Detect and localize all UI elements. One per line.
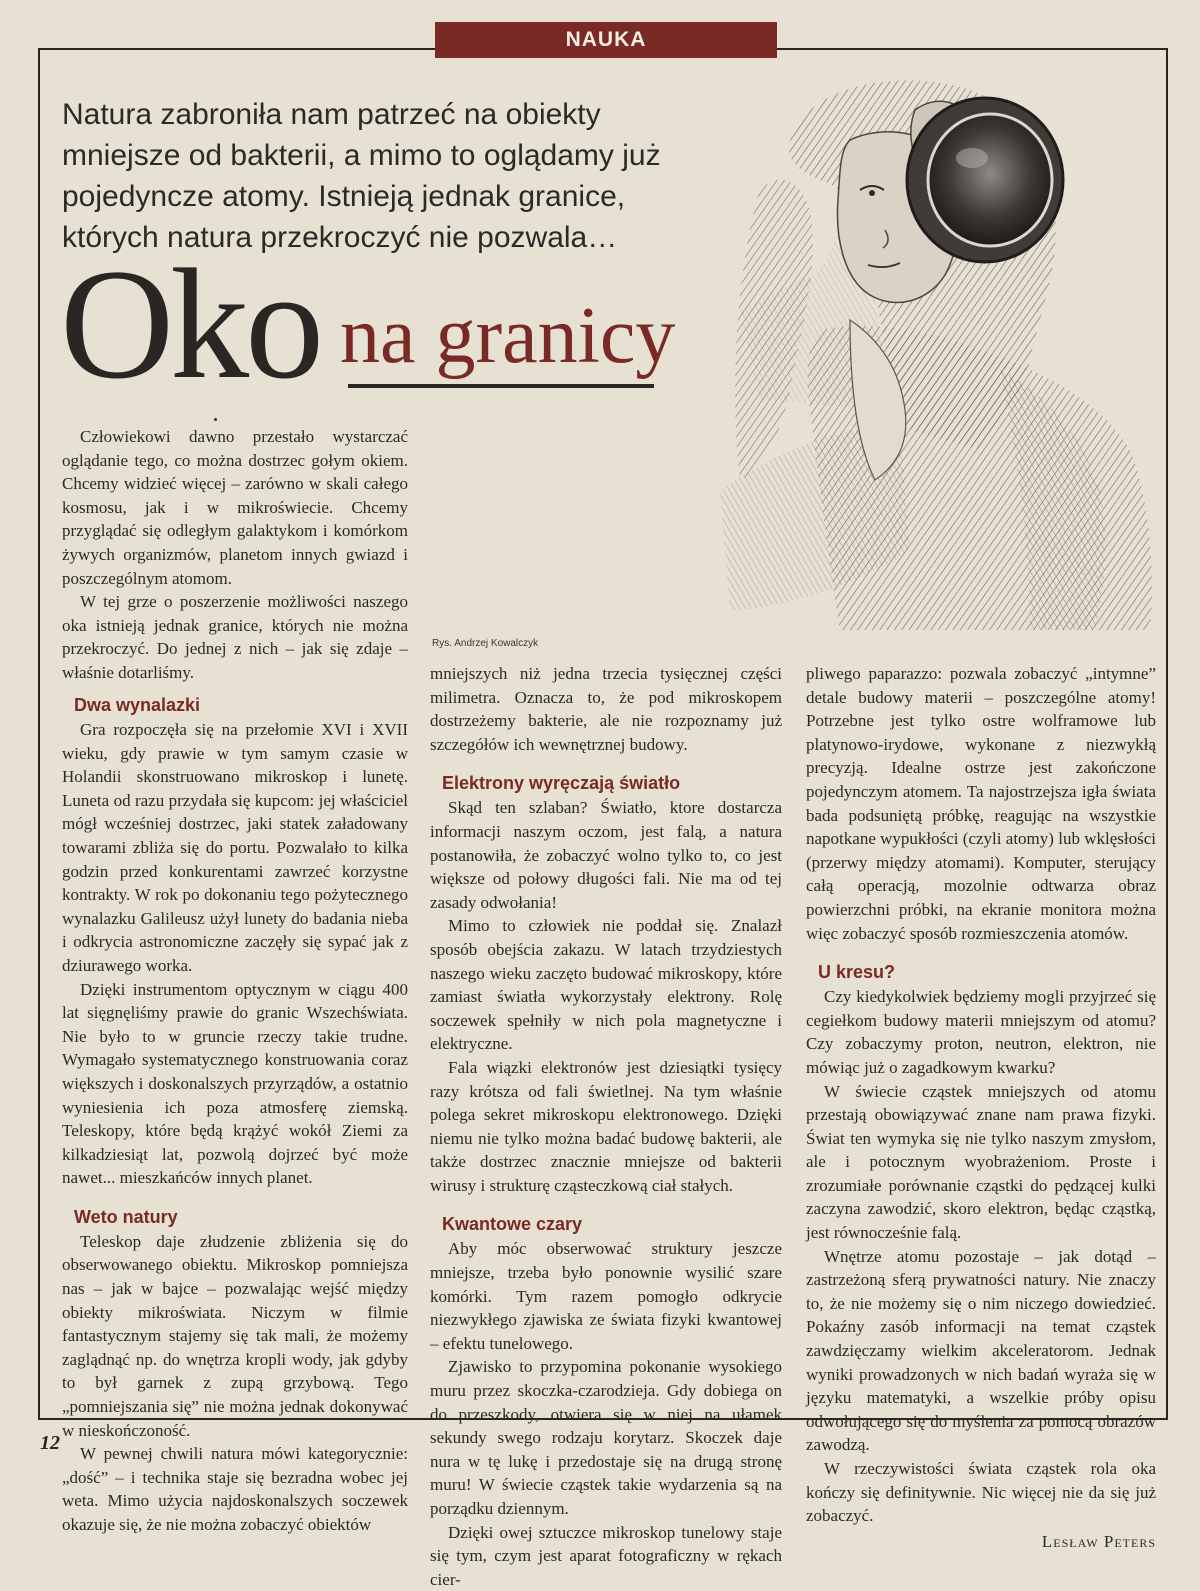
column-3 — [806, 662, 1156, 1553]
paragraph: mniejszych niż jedna trzecia tysięcznej części milimetra. Oznacza to, że pod mikroskopem dostrzeżemy bakterie, ale nie rozpoznamy już szczegółów ich wewnętrznej budowy. — [430, 664, 782, 754]
paragraph: Zjawisko to przypomina pokonanie wysokiego muru przez skoczka-czarodzieja. Gdy dobiega on do przeszkody, otwiera się w niej na ułamek sekundy swego rodzaju korytarz. Skoczek daje nura w tę lukę i przedostaje się na drugą stronę muru! W świecie cząstek takie wydarzenia są na porządku dziennym. — [430, 1357, 782, 1518]
illustration-figure — [700, 70, 1160, 640]
section-tag: NAUKA — [435, 22, 777, 58]
paragraph: Mimo to człowiek nie poddał się. Znalazł sposób obejścia zakazu. W latach trzydziestych naszego wieku zaczęto budować mikroskopy, które zamiast światła wykorzystały elektrony. Rolę soczewek spełniły w nich pola magnetyczne i elektryczne. — [430, 916, 782, 1054]
paragraph: Aby móc obserwować struktury jeszcze mniejsze, trzeba było ponownie wysilić szare komórki. Tym razem pomogło odkrycie niezwykłego zjawiska ze świata fizyki kwantowej – efektu tunelowego. — [430, 1239, 782, 1353]
paragraph: Czy kiedykolwiek będziemy mogli przyjrzeć się cegiełkom budowy materii mniejszym od atomu? Czy zobaczymy proton, neutron, elektron, nie mówiąc już o zagadkowym kwarku? — [806, 987, 1156, 1077]
paragraph: Dzięki instrumentom optycznym w ciągu 400 lat sięgnęliśmy prawie do granic Wszechświata. Nie było to w gruncie rzeczy takie trudne. Wymagało systematycznego konstruowania coraz większych i doskonalszych przyrządów, a ostatnio wyniesienia ich poza atmosferę ziemską. Teleskopy, które będą krążyć wokół Ziemi za kilkadziesiąt lat, pozwolą dojrzeć być może nawet... mieszkańców innych planet. — [62, 979, 408, 1188]
heading-dwa-wynalazki: Dwa wynalazki — [74, 695, 201, 715]
bullet-dot — [214, 418, 217, 421]
paragraph: W pewnej chwili natura mówi kategorycznie: „dość” – i technika staje się bezradna wobec jej weta. Mimo użycia najdoskonalszych soczewek okazuje się, że nie można zobaczyć obiektów — [62, 1444, 408, 1534]
paragraph: W rzeczywistości świata cząstek rola oka kończy się definitywnie. Nic więcej nie da się już zobaczyć. — [806, 1459, 1156, 1526]
title-main: Oko — [60, 237, 321, 412]
paragraph: pliwego paparazzo: pozwala zobaczyć „intymne” detale budowy materii – poszczególne atomy! Potrzebne jest tylko ostre wolframowe lub platynowo-irydowe, wykonane z niezwykłą precyzją. Idealne ostrze jest zakończone pojedynczym atomem. Ta najostrzejsza igła świata bada podsuniętą próbkę, reagując na wszystkie napotkane wypukłości (czyli atomy) lub wklęsłości (przerwy między atomami). Komputer, sterujący całą operacją, mozolnie odtwarza obraz powierzchni próbki, na ekranie monitora można więc zobaczyć sposób rozmieszczenia atomów. — [806, 664, 1156, 943]
page-number: 12 — [40, 1432, 60, 1454]
paragraph: Dzięki owej sztuczce mikroskop tunelowy staje się tym, czym jest aparat fotograficzny w rękach cier- — [430, 1522, 782, 1589]
paragraph: Skąd ten szlaban? Światło, ktore dostarcza informacji naszym oczom, jest falą, a natura postanowiła, że zobaczyć wolno tylko to, co jest większe od połowy długości fali. Nie ma od tej zasady odwołania! — [430, 798, 782, 912]
paragraph: Fala wiązki elektronów jest dziesiątki tysięcy razy krótsza od fali świetlnej. Na tym właśnie polega sekret mikroskopu elektronowego. Dzięki niemu nie tylko można badać budowę bakterii, ale także dostrzec znacznie mniejsze od bakterii wirusy i strukturę cząsteczkową ciał stałych. — [430, 1057, 782, 1195]
illustration-credit: Rys. Andrzej Kowalczyk — [432, 638, 539, 649]
heading-weto-natury: Weto natury — [74, 1206, 178, 1227]
column-1 — [62, 690, 408, 1537]
paragraph: Wnętrze atomu pozostaje – jak dotąd – zastrzeżoną sferą prywatności natury. Nie znaczy to, że nie możemy się o nim niczego dowiedzieć. Pokaźny zasób informacji na temat cząstek zawdzięczamy wielkim akceleratorom. Jednak wyniki prowadzonych w nich badań wyraża się w języku matematyki, a wszelkie próby opisu odwołującego się do myślenia za pomocą obrazów zawodzą. — [806, 1246, 1156, 1455]
intro-paragraph: Człowiekowi dawno przestało wystarczać oglądanie tego, co można dostrzec gołym okiem. Chcemy widzieć więcej – zarówno w skali całego kosmosu, jak i w mikroświecie. Chcemy przyglądać się odległym galaktykom i komórkom żywych organizmów, planetom innych gwiazd i poszczególnym atomom. — [62, 427, 408, 588]
title-underline — [348, 384, 654, 388]
column-2 — [430, 662, 782, 1591]
author-byline: Lesław Peters — [1041, 1531, 1156, 1551]
paragraph: W świecie cząstek mniejszych od atomu przestają obowiązywać znane nam prawa fizyki. Świat ten wymyka się nie tylko naszym zmysłom, ale i potocznym wyobrażeniom. Proste i zrozumiałe porównanie cząstki do pędzącej kulki zaczyna zawodzić, skoro elektron, będąc cząstką, jest równocześnie falą. — [806, 1081, 1156, 1243]
heading-kwantowe-czary: Kwantowe czary — [442, 1214, 583, 1235]
lead-paragraph: Natura zabroniła nam patrzeć na obiekty mniejsze od bakterii, a mimo to oglądamy już pojedyncze atomy. Istnieją jednak granice, których natura przekroczyć nie pozwala… — [62, 98, 661, 254]
title-sub: na granicy — [340, 292, 676, 380]
heading-u-kresu: U kresu? — [818, 962, 896, 983]
intro-column — [62, 425, 408, 685]
intro-paragraph: W tej grze o poszerzenie możliwości naszego oka istnieją jednak granice, których nie można przekroczyć. Do jednej z nich – jak się zdaje – właśnie dotarliśmy. — [62, 592, 408, 682]
paragraph: Teleskop daje złudzenie zbliżenia się do obserwowanego obiektu. Mikroskop pomniejsza nas – jak w bajce – pozwalając wejść między obiekty mikroświata. Niczym w filmie fantastycznym stajemy się tak mali, że możemy zaglądnąć np. do wnętrza kropli wody, jak gdyby to był garnek z zupą grzybową. Tego „pomniejszania się” nie można jednak dokonywać w nieskończoność. — [62, 1231, 408, 1440]
paragraph: Gra rozpoczęła się na przełomie XVI i XVII wieku, gdy prawie w tym samym czasie w Holandii skonstruowano mikroskop i lunetę. Luneta od razu przydała się kupcom: jej właściciel mógł wcześniej dostrzec, jaki statek załadowany towarami zbliża się do portu. Pozwalało to kilka godzin przed konkurentami zawrzeć korzystne kontrakty. W rok po dokonaniu tego pożytecznego wynalazku Galileusz użył lunety do badania nieba i odkrycia astronomiczne zaczęły się sypać jak z dziurawego worka. — [62, 720, 408, 975]
heading-elektrony: Elektrony wyręczają światło — [442, 773, 681, 794]
